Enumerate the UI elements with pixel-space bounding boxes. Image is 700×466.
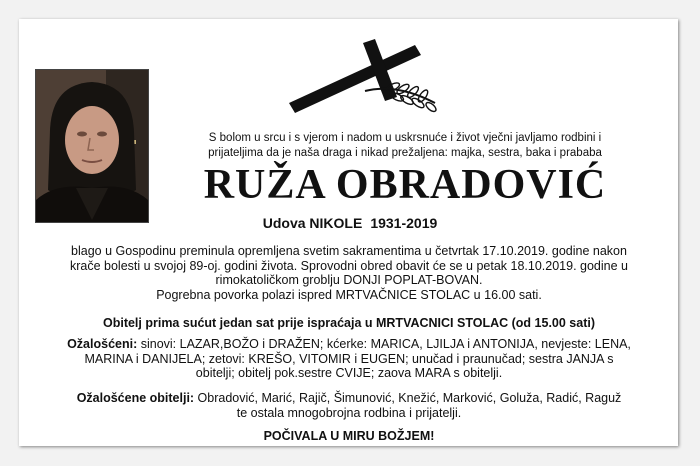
closing-line: POČIVALA U MIRU BOŽJEM! [263,429,435,443]
intro-line-1: S bolom u srcu i s vjerom i nadom u uskrsnuće i život vječni javljamo rodbini i [208,132,602,144]
cross-icon [285,37,447,115]
families-line-1: Obradović, Marić, Rajič, Šimunović, Knežić, Marković, Goluža, Radić, Raguž [194,391,622,405]
mourners-paragraph [43,337,655,381]
life-years: 1931-2019 [370,215,438,231]
announcement-line-1: blago u Gospodinu preminula opremljena svetim sakramentima u četvrtak 17.10.2019. godine nakon [71,244,627,258]
condolences-note: Obitelj prima sućut jedan sat prije ispraćaja u MRTVACNICI STOLAC (od 15.00 sati) [102,316,595,330]
families-line-2: te ostala mnogobrojna rodbina i prijatelji. [236,405,462,420]
mourners-line-2: MARINA i DANIJELA; zetovi: KREŠO, VITOMIR i EUGEN; unučad i praunučad; sestra JANJA s [84,351,614,366]
subtitle [165,215,535,231]
families-label: Ožalošćene obitelji: [76,391,195,405]
mourners-line-1: sinovi: LAZAR,BOŽO i DRAŽEN; kćerke: MARICA, LJILJA i ANTONIJA, nevjeste: LENA, [137,337,631,351]
mourners-line-3: obitelji; obitelj pok.sestre CVIJE; zaova MARA s obitelji. [195,366,503,380]
obituary-card [19,19,678,446]
portrait-photo [35,69,149,223]
mourners-label: Ožalošćeni: [67,337,138,351]
portrait-illustration [36,70,148,222]
announcement-line-4: Pogrebna povorka polazi ispred MRTVAČNICE STOLAC u 16.00 sati. [156,287,542,302]
announcement-paragraph [43,244,655,302]
intro-line-2: prijateljima da je naša draga i nikad prežaljena: majka, sestra, baka i prababa [208,147,602,159]
deceased-name: RUŽA OBRADOVIĆ [203,162,607,208]
announcement-line-3: rimokatoličkom groblju DONJI POPLAT-BOVAN. [215,273,483,287]
announcement-line-2: krače bolesti u svojoj 89-oj. godini života. Sprovodni obred obavit će se u petak 18.10.2019. godine u [69,258,628,273]
families-paragraph [43,391,655,420]
widow-of: Udova NIKOLE [262,215,363,231]
intro-text [165,131,645,161]
